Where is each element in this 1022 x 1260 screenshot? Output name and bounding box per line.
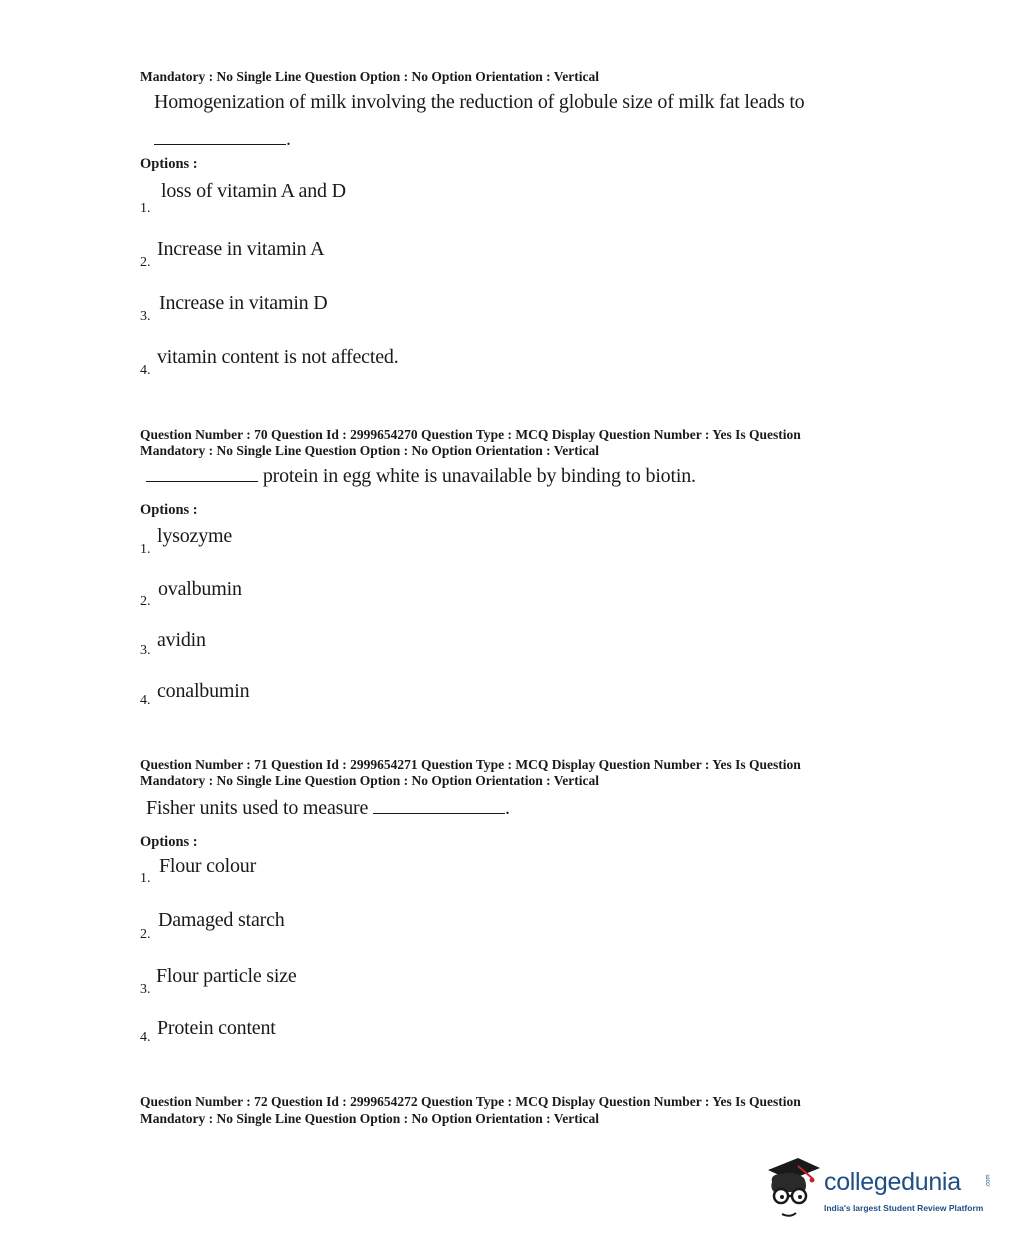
q70-answer-blank — [146, 480, 258, 482]
logo-tagline: India's largest Student Review Platform — [824, 1203, 984, 1213]
logo-com: .com — [985, 1174, 992, 1188]
q70-meta-line2: Mandatory : No Single Line Question Option : No Option Orientation : Vertical — [140, 443, 600, 458]
q69-option-1-text: loss of vitamin A and D — [161, 180, 346, 202]
q70-option-4-number: 4. — [140, 693, 151, 708]
q72-meta-line2: Mandatory : No Single Line Question Option : No Option Orientation : Vertical — [140, 1111, 600, 1126]
q71-option-1-text: Flour colour — [159, 855, 257, 877]
q70-option-2-text: ovalbumin — [158, 578, 242, 600]
q71-option-1-number: 1. — [140, 871, 151, 886]
q72-meta-line1: Question Number : 72 Question Id : 2999654272 Question Type : MCQ Display Question Number : Yes Is Question — [140, 1094, 801, 1109]
q69-blank-line — [154, 128, 291, 151]
q71-answer-blank — [373, 812, 505, 814]
q71-option-4-number: 4. — [140, 1030, 151, 1045]
q71-question-line — [146, 797, 510, 820]
q71-option-4-text: Protein content — [157, 1017, 276, 1039]
q69-meta-line2: Mandatory : No Single Line Question Option : No Option Orientation : Vertical — [140, 69, 600, 84]
q70-question-line — [146, 465, 696, 488]
q70-question-text: protein in egg white is unavailable by binding to biotin. — [262, 465, 696, 487]
q70-option-3-number: 3. — [140, 643, 151, 658]
q71-question-text: Fisher units used to measure — [146, 797, 369, 819]
q70-option-2-number: 2. — [140, 594, 151, 609]
q71-question-text-end: . — [504, 797, 510, 819]
q70-options-label: Options : — [140, 502, 198, 518]
q71-meta-line2: Mandatory : No Single Line Question Option : No Option Orientation : Vertical — [140, 773, 600, 788]
q71-option-2-text: Damaged starch — [158, 909, 285, 931]
q69-option-3-text: Increase in vitamin D — [159, 292, 328, 314]
q71-meta-line1: Question Number : 71 Question Id : 2999654271 Question Type : MCQ Display Question Number : Yes Is Question — [140, 757, 801, 772]
q71-option-2-number: 2. — [140, 927, 151, 942]
q69-options-label: Options : — [140, 156, 198, 172]
collegedunia-logo — [764, 1156, 994, 1224]
q70-option-1-text: lysozyme — [157, 525, 233, 547]
q69-option-4-text: vitamin content is not affected. — [157, 346, 399, 368]
q69-question-text-end: . — [286, 128, 291, 150]
q70-meta-line1: Question Number : 70 Question Id : 2999654270 Question Type : MCQ Display Question Number : Yes Is Question — [140, 427, 801, 442]
q69-option-2-number: 2. — [140, 255, 151, 270]
q70-option-1-number: 1. — [140, 542, 151, 557]
q70-option-3-text: avidin — [157, 629, 206, 651]
q70-option-4-text: conalbumin — [157, 680, 250, 702]
graduate-mascot-icon — [764, 1156, 822, 1222]
q69-answer-blank — [154, 143, 286, 145]
q71-option-3-number: 3. — [140, 982, 151, 997]
q69-option-1-number: 1. — [140, 201, 151, 216]
q69-option-3-number: 3. — [140, 309, 151, 324]
q71-option-3-text: Flour particle size — [156, 965, 297, 987]
q69-option-2-text: Increase in vitamin A — [157, 238, 325, 260]
q69-question-text: Homogenization of milk involving the reduction of globule size of milk fat leads to — [154, 91, 805, 113]
q69-option-4-number: 4. — [140, 363, 151, 378]
q71-options-label: Options : — [140, 834, 198, 850]
logo-name: collegedunia — [824, 1168, 961, 1196]
